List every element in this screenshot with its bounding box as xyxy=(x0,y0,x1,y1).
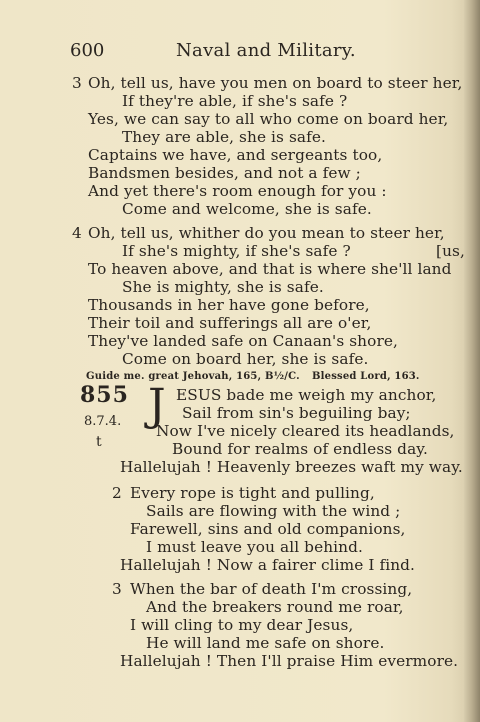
verse-line: And the breakers round me roar, xyxy=(146,598,404,616)
section-title: Naval and Military. xyxy=(176,40,356,61)
verse-line: Farewell, sins and old companions, xyxy=(130,520,406,538)
verse-line: Now I've nicely cleared its headlands, xyxy=(156,422,455,440)
hymn-marker: t xyxy=(96,434,102,450)
verse-number: 4 xyxy=(72,224,82,242)
verse-line: Sail from sin's beguiling bay; xyxy=(182,404,411,422)
verse-number: 3 xyxy=(112,580,122,598)
verse-line: Hallelujah ! Then I'll praise Him evermore. xyxy=(120,652,459,670)
tune-reference-left: Guide me. great Jehovah, 165, B½/C. xyxy=(86,371,300,382)
hymn-number: 855 xyxy=(80,382,129,408)
verse-line: Yes, we can say to all who come on board her, xyxy=(88,110,449,128)
page-spine-shadow xyxy=(464,0,480,722)
verse-line: And yet there's room enough for you : xyxy=(88,182,387,200)
verse-line: Thousands in her have gone before, xyxy=(88,296,370,314)
verse-line: ESUS bade me weigh my anchor, xyxy=(176,386,437,404)
verse-number: 3 xyxy=(72,74,82,92)
page-number: 600 xyxy=(70,40,105,61)
verse-line: I must leave you all behind. xyxy=(146,538,363,556)
verse-line: Their toil and sufferings all are o'er, xyxy=(88,314,372,332)
verse-line: Hallelujah ! Now a fairer clime I find. xyxy=(120,556,416,574)
verse-line-overflow: [us, xyxy=(436,242,465,260)
drop-cap: J xyxy=(148,380,166,431)
verse-line: Sails are flowing with the wind ; xyxy=(146,502,401,520)
verse-line: If they're able, if she's safe ? xyxy=(122,92,348,110)
verse-number: 2 xyxy=(112,484,122,502)
verse-line: I will cling to my dear Jesus, xyxy=(130,616,354,634)
verse-line: Come on board her, she is safe. xyxy=(122,350,369,368)
verse-line: He will land me safe on shore. xyxy=(146,634,385,652)
verse-line: Captains we have, and sergeants too, xyxy=(88,146,383,164)
verse-line: If she's mighty, if she's safe ? xyxy=(122,242,351,260)
verse-line: When the bar of death I'm crossing, xyxy=(130,580,413,598)
verse-line: They've landed safe on Canaan's shore, xyxy=(88,332,398,350)
hymn-meter: 8.7.4. xyxy=(84,414,122,429)
verse-line: Oh, tell us, have you men on board to steer her, xyxy=(88,74,463,92)
verse-line: She is mighty, she is safe. xyxy=(122,278,324,296)
verse-line: They are able, she is safe. xyxy=(122,128,327,146)
tune-reference-right: Blessed Lord, 163. xyxy=(312,371,420,382)
verse-line: Hallelujah ! Heavenly breezes waft my way. xyxy=(120,458,463,476)
verse-line: To heaven above, and that is where she'll land xyxy=(88,260,452,278)
verse-line: Bandsmen besides, and not a few ; xyxy=(88,164,361,182)
verse-line: Every rope is tight and pulling, xyxy=(130,484,375,502)
verse-line: Bound for realms of endless day. xyxy=(172,440,428,458)
verse-line: Come and welcome, she is safe. xyxy=(122,200,372,218)
verse-line: Oh, tell us, whither do you mean to steer her, xyxy=(88,224,445,242)
